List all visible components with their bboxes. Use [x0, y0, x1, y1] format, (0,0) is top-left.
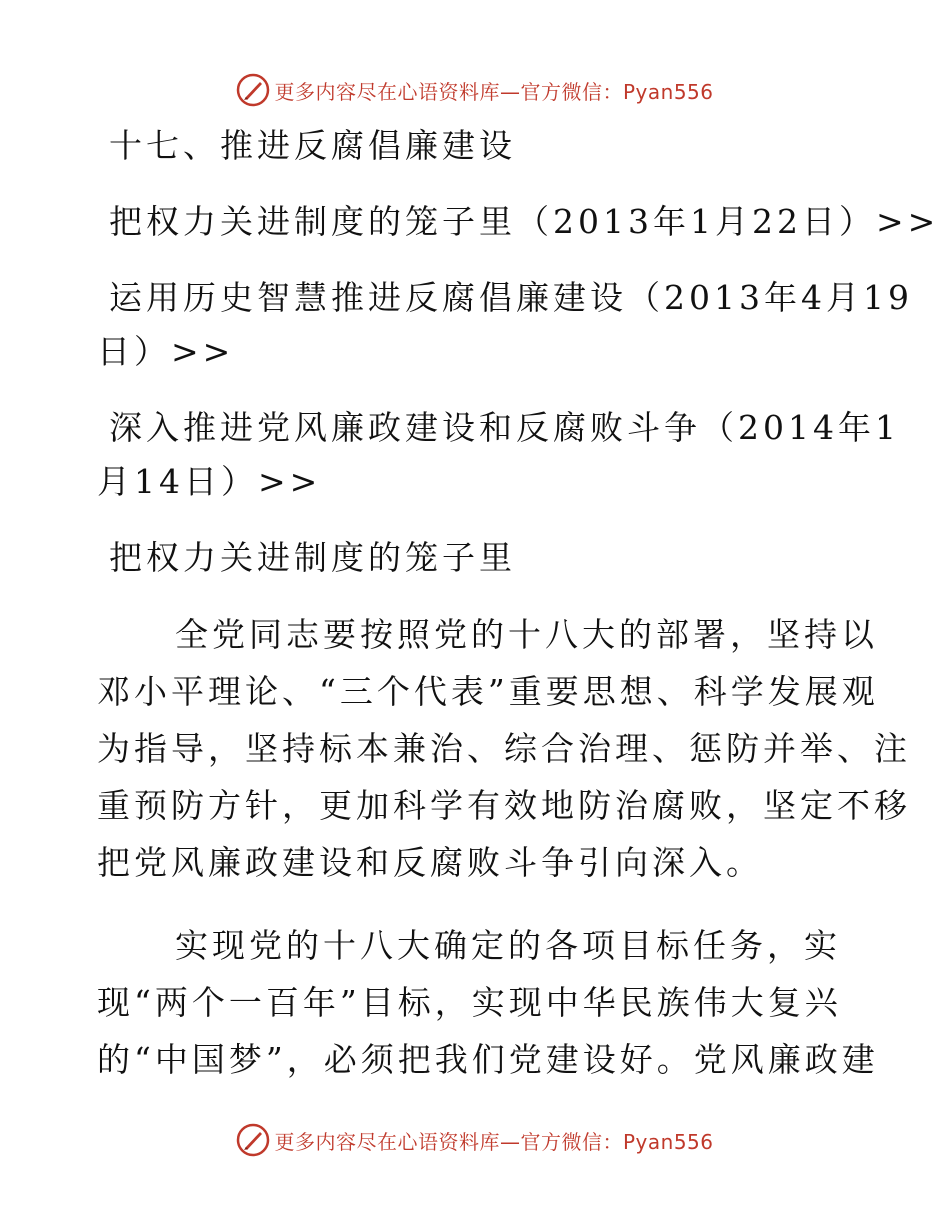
banner-handle: Pyan556: [622, 79, 714, 104]
banner-label: 更多内容尽在心语资料库—官方微信：: [274, 1129, 623, 1154]
paragraph-line: 把党风廉政建设和反腐败斗争引向深入。: [97, 843, 763, 882]
toc-link[interactable]: [97, 276, 913, 374]
banner-label: 更多内容尽在心语资料库—官方微信：: [274, 79, 623, 104]
toc-link-line[interactable]: 月14日）>>: [97, 462, 322, 501]
toc-link-line[interactable]: 日）>>: [97, 332, 235, 371]
paragraph: [97, 917, 879, 1088]
quill-logo-icon: [236, 1123, 270, 1157]
toc-link[interactable]: [97, 200, 940, 244]
banner-text: [274, 76, 713, 105]
toc-link-line[interactable]: 把权力关进制度的笼子里（2013年1月22日）>>: [109, 202, 940, 241]
document-body: [97, 124, 940, 1088]
toc-link-line[interactable]: 运用历史智慧推进反腐倡廉建设（2013年4月19: [109, 278, 913, 317]
footer-banner: [0, 1120, 950, 1160]
paragraph-line: 全党同志要按照党的十八大的部署，坚持以: [175, 615, 878, 654]
paragraph-line: 现“两个一百年”目标，实现中华民族伟大复兴: [97, 983, 842, 1022]
paragraph-line: 的“中国梦”，必须把我们党建设好。党风廉政建: [97, 1040, 879, 1079]
banner-handle: Pyan556: [622, 1129, 714, 1154]
paragraph-line: 实现党的十八大确定的各项目标任务，实: [175, 926, 841, 965]
paragraph-line: 为指导，坚持标本兼治、综合治理、惩防并举、注: [97, 729, 911, 768]
banner-text: [274, 1126, 713, 1155]
paragraph: [97, 606, 911, 891]
paragraph-line: 邓小平理论、“三个代表”重要思想、科学发展观: [97, 672, 879, 711]
toc-link[interactable]: [97, 406, 900, 504]
section-heading: 十七、推进反腐倡廉建设: [109, 126, 516, 165]
header-banner: [0, 70, 950, 110]
toc-link-line[interactable]: 深入推进党风廉政建设和反腐败斗争（2014年1: [109, 408, 900, 447]
quill-logo-icon: [236, 73, 270, 107]
paragraph-line: 重预防方针，更加科学有效地防治腐败，坚定不移: [97, 786, 911, 825]
article-title: 把权力关进制度的笼子里: [109, 538, 516, 577]
